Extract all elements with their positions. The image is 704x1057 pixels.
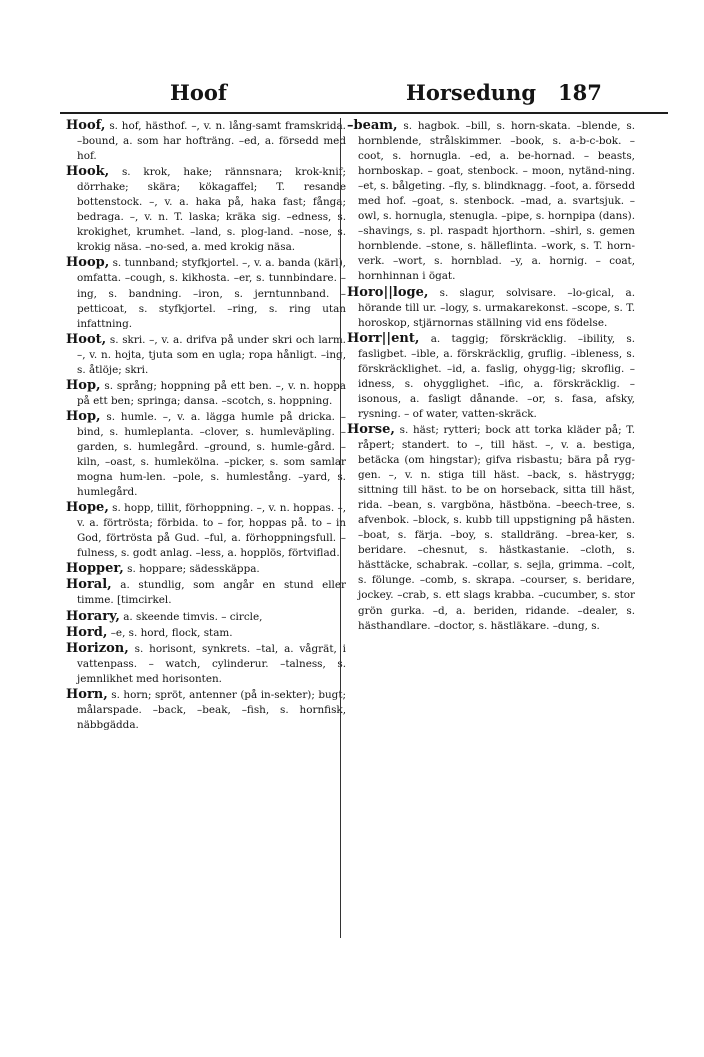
dictionary-entry <box>347 331 635 422</box>
entry-headword: Horn, <box>66 686 108 702</box>
dictionary-entry <box>66 561 346 577</box>
entry-headword: Hop, <box>66 377 101 393</box>
page-number: 187 <box>558 80 602 105</box>
entry-headword: Horr||ent, <box>347 330 420 346</box>
entry-definition: a. skeende timvis. – circle, <box>119 610 263 623</box>
entry-definition: –e, s. hord, flock, stam. <box>107 626 233 639</box>
dictionary-entry <box>347 285 635 331</box>
dictionary-entry <box>66 641 346 687</box>
dictionary-entry <box>66 409 346 500</box>
entry-definition: s. skri. –, v. a. drifva på under skri och larm. –, v. n. hojta, tjuta som en ugla; ropa hånligt. –ing, s. åtlöje; skri. <box>77 333 346 376</box>
entry-headword: Hope, <box>66 500 109 516</box>
dictionary-entry <box>66 118 346 164</box>
entry-headword: Horse, <box>347 421 395 437</box>
entry-definition: s. hopp, tillit, förhoppning. –, v. n. hoppas. –, v. a. förtrösta; förbida. to – for, hoppas på. to – in God, förtrösta på Gud. –ful, a. förhoppningsfull. –fulness, s. godt anlag. –less, a. hopplös, förtviflad. <box>77 502 346 560</box>
entry-headword: Hoot, <box>66 331 107 347</box>
entry-definition: a. stundlig, som angår en stund eller timme. [timcirkel. <box>77 579 346 607</box>
dictionary-entry <box>66 687 346 733</box>
entry-headword: Hopper, <box>66 561 124 577</box>
dictionary-entry <box>66 332 346 378</box>
header-left-guide-word: Hoof <box>170 80 227 105</box>
entry-headword: Hop, <box>66 408 101 424</box>
entry-headword: Horary, <box>66 608 120 624</box>
entry-definition: s. hoppare; sädesskäppa. <box>123 563 260 576</box>
entry-headword: Hook, <box>66 164 110 180</box>
header-right-guide-word: Horsedung <box>406 80 536 105</box>
entry-definition: s. horn; spröt, antenner (på in-sekter); bugt; målarspade. –back, –beak, –fish, s. hornfisk, näbbgädda. <box>77 688 346 731</box>
right-column <box>347 118 635 938</box>
left-column <box>66 118 346 938</box>
entry-definition: s. hof, hästhof. –, v. n. lång-samt framskrida. –bound, a. som har hofträng. –ed, a. försedd med hof. <box>77 120 346 163</box>
entry-headword: Horizon, <box>66 640 129 656</box>
dictionary-entry <box>66 577 346 608</box>
entry-headword: Hord, <box>66 624 108 640</box>
dictionary-entry <box>66 164 346 255</box>
dictionary-entry <box>347 118 635 285</box>
dictionary-entry <box>66 378 346 409</box>
entry-definition: s. slagur, solvisare. –lo-gical, a. hörande till ur. –logy, s. urmakarekonst. –scope, s. T. horoskop, stjärnornas ställning vid ens födelse. <box>358 286 635 329</box>
dictionary-entry <box>66 255 346 331</box>
entry-definition: s. horisont, synkrets. –tal, a. vågrät, i vattenpass. – watch, cylinderur. –talness, s. jemnlikhet med horisonten. <box>77 642 346 685</box>
entry-definition: s. tunnband; styfkjortel. –, v. a. banda (kärl), omfatta. –cough, s. kikhosta. –er, s. tunnbindare. –ing, s. bandning. –iron, s. jerntunnband. –petticoat, s. styfkjortel. –ring, s. ring utan infattning. <box>77 257 346 330</box>
entry-headword: Horo||loge, <box>347 284 429 300</box>
entry-headword: Hoof, <box>66 118 106 133</box>
dictionary-entry <box>347 422 635 634</box>
entry-headword: Hoop, <box>66 255 110 271</box>
header-rule <box>60 112 668 114</box>
entry-definition: s. humle. –, v. a. lägga humle på dricka. –bind, s. humleplanta. –clover, s. humleväpling. –garden, s. humlegård. –ground, s. humle-gård. –kiln, –oast, s. humlekölna. –picker, s. som samlar mogna hum-len. –pole, s. humlestång. –yard, s. humlegård. <box>77 410 346 499</box>
entry-definition: a. taggig; förskräcklig. –ibility, s. fasligbet. –ible, a. förskräcklig, gruflig. –ibleness, s. förskräcklighet. –id, a. faslig, ohygg-lig; skroflig. –idness, s. ohygglighet. –ific, a. förskräcklig. –isonous, a. fasligt dånande. –or, s. fasa, afsky, rysning. – of water, vatten-skräck. <box>358 332 635 420</box>
column-divider <box>340 118 341 938</box>
entry-definition: s. häst; rytteri; bock att torka kläder på; T. råpert; standert. to –, till häst. –, v. a. bestiga, betäcka (om hingstar); gifva risbastu; bära på ryg-gen. –, v. n. stiga till häst. –back, s. hästrygg; sittning till häst. to be on horseback, sitta till häst, rida. –bean, s. vargböna, hästböna. –beech-tree, s. afvenbok. –block, s. kubb till uppstigning på hästen. –boat, s. färja. –boy, s. stalldräng. –brea-ker, s. beridare. –chesnut, s. hästkastanie. –cloth, s. hästtäcke, schabrak. –collar, s. sejla, grimma. –colt, s. fölunge. –comb, s. skrapa. –courser, s. beridare, jockey. –crab, s. ett slags krabba. –cucumber, s. stor grön gurka. –d, a. beriden, ridande. –dealer, s. hästhandlare. –doctor, s. hästläkare. –dung, s. <box>358 423 635 632</box>
page-header <box>62 80 662 116</box>
dictionary-entry <box>66 500 346 561</box>
entry-headword: Horal, <box>66 577 112 593</box>
dictionary-entry <box>66 625 346 641</box>
entry-definition: s. krok, hake; rännsnara; krok-knif; dörrhake; skära; kökagaffel; T. resande bottenstock. –, v. a. haka på, haka fast; fånga; bedraga. –, v. n. T. laska; kräka sig. –edness, s. krokighet, krumhet. –land, s. plog-land. –nose, s. krokig näsa. –no-sed, a. med krokig näsa. <box>77 166 346 254</box>
dictionary-entry <box>66 609 346 625</box>
entry-definition: s. hagbok. –bill, s. horn-skata. –blende, s. hornblende, strålskimmer. –book, s. a-b-c-bok. –coot, s. hornugla. –ed, a. be-hornad. – beasts, hornboskap. – goat, stenbock. – moon, nytänd-ning. –et, s. bålgeting. –fly, s. blindknagg. –foot, a. försedd med hof. –goat, s. stenbock. –mad, a. svartsjuk. –owl, s. hornugla, stenugla. –pipe, s. hornpipa (dans). –shavings, s. pl. raspadt hjorthorn. –shirl, s. gemen hornblende. –stone, s. hälleflinta. –work, s. T. horn-verk. –wort, s. hornblad. –y, a. hornig. – coat, hornhinnan i ögat. <box>358 120 635 283</box>
entry-headword: –beam, <box>347 118 398 133</box>
entry-definition: s. språng; hoppning på ett ben. –, v. n. hoppa på ett ben; springa; dansa. –scotch, s. hoppning. <box>77 379 346 407</box>
